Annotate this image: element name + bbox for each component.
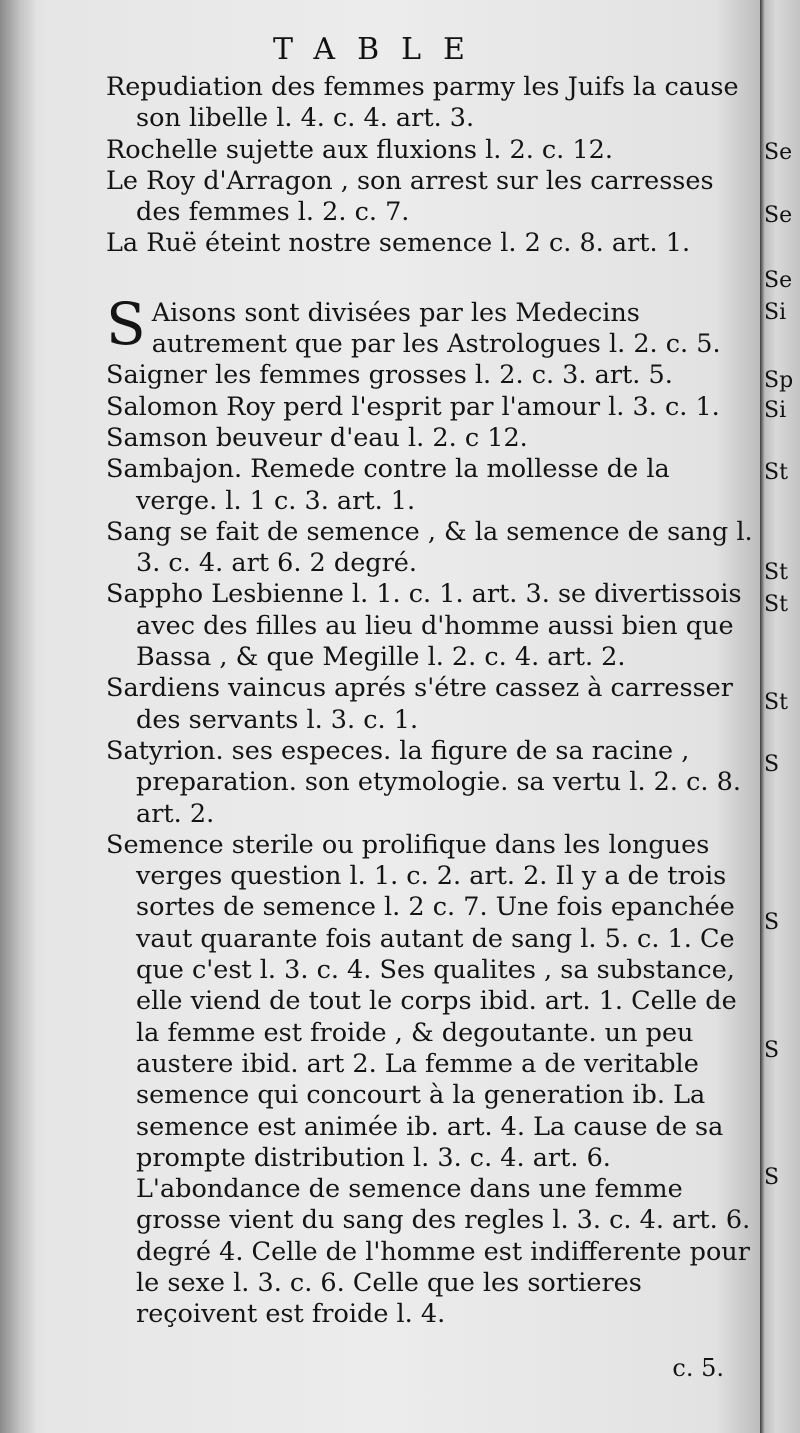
catchword: c. 5. xyxy=(672,1354,724,1382)
adjacent-fragment: Sp xyxy=(764,368,794,393)
adjacent-fragment: S xyxy=(764,1038,780,1063)
index-entries xyxy=(106,72,756,1331)
index-entry-saisons xyxy=(106,289,756,361)
index-entry-saigner: Saigner les femmes grosses l. 2. c. 3. art. 5. xyxy=(106,360,673,391)
section-gap xyxy=(106,260,756,298)
adjacent-fragment: Se xyxy=(764,203,793,228)
adjacent-fragment: S xyxy=(764,910,780,935)
adjacent-fragment: St xyxy=(764,592,788,617)
drop-cap-letter: S xyxy=(106,289,146,358)
adjacent-fragment: St xyxy=(764,560,788,585)
index-entry-sardiens: Sardiens vaincus aprés s'étre cassez à carresser des servants l. 3. c. 1. xyxy=(106,673,733,735)
index-entry-sappho: Sappho Lesbienne l. 1. c. 1. art. 3. se divertissois avec des filles au lieu d'homme aussi bien que Bassa , & que Megille l. 2. c. 4. art. 2. xyxy=(106,579,742,673)
saisons-text: Aisons sont divisées par les Medecins autrement que par les Astrologues l. 2. c. 5. xyxy=(151,297,721,360)
index-entry-rochelle: Rochelle sujette aux fluxions l. 2. c. 12. xyxy=(106,134,613,165)
index-entry-sang: Sang se fait de semence , & la semence de sang l. 3. c. 4. art 6. 2 degré. xyxy=(106,516,753,579)
page-binding-shadow xyxy=(0,0,36,1433)
adjacent-fragment: S xyxy=(764,752,780,777)
index-entry-samson: Samson beuveur d'eau l. 2. c 12. xyxy=(106,422,528,453)
index-entry-roy-arragon: Le Roy d'Arragon , son arrest sur les carresses des femmes l. 2. c. 7. xyxy=(106,165,714,228)
adjacent-fragment: St xyxy=(764,690,788,715)
adjacent-page-edge xyxy=(760,0,800,1433)
index-entry-sambajon: Sambajon. Remede contre la mollesse de la verge. l. 1 c. 3. art. 1. xyxy=(106,454,670,516)
adjacent-fragment: Si xyxy=(764,300,787,325)
adjacent-fragment: Si xyxy=(764,398,787,423)
index-entry-semence: Semence sterile ou prolifique dans les longues verges question l. 1. c. 2. art. 2. Il y a de trois sortes de semence l. 2 c. 7. Une fois epanchée vaut quarante fois autant de sang l. 5. c. 1. Ce que c'est l. 3. c. 4. Ses qualites , sa substance, elle viend de tout le corps ibid. art. 1. Celle de la femme est froide , & degoutante. un peu austere ibid. art 2. La femme a de veritable semence qui concourt à la generation ib. La semence est animée ib. art. 4. La cause de sa prompte distribution l. 3. c. 4. art. 6. L'abondance de semence dans une femme grosse vient du sang des regles l. 3. c. 4. art. 6. degré 4. Celle de l'homme est indifferente pour le sexe l. 3. c. 6. Celle que les sortieres reçoivent est froide l. 4. xyxy=(106,829,751,1330)
adjacent-fragment: Se xyxy=(764,140,793,165)
adjacent-fragment: Se xyxy=(764,268,793,293)
adjacent-fragment: S xyxy=(764,1165,780,1190)
adjacent-fragment: St xyxy=(764,460,788,485)
index-entry-repudiation: Repudiation des femmes parmy les Juifs la cause son libelle l. 4. c. 4. art. 3. xyxy=(106,72,739,134)
index-entry-rue: La Ruë éteint nostre semence l. 2 c. 8. art. 1. xyxy=(106,228,691,259)
index-entry-salomon: Salomon Roy perd l'esprit par l'amour l. 3. c. 1. xyxy=(106,391,720,422)
index-entry-satyrion: Satyrion. ses especes. la figure de sa racine , preparation. son etymologie. sa vertu l. 2. c. 8. art. 2. xyxy=(106,735,741,829)
page-header: TABLE xyxy=(273,32,487,67)
